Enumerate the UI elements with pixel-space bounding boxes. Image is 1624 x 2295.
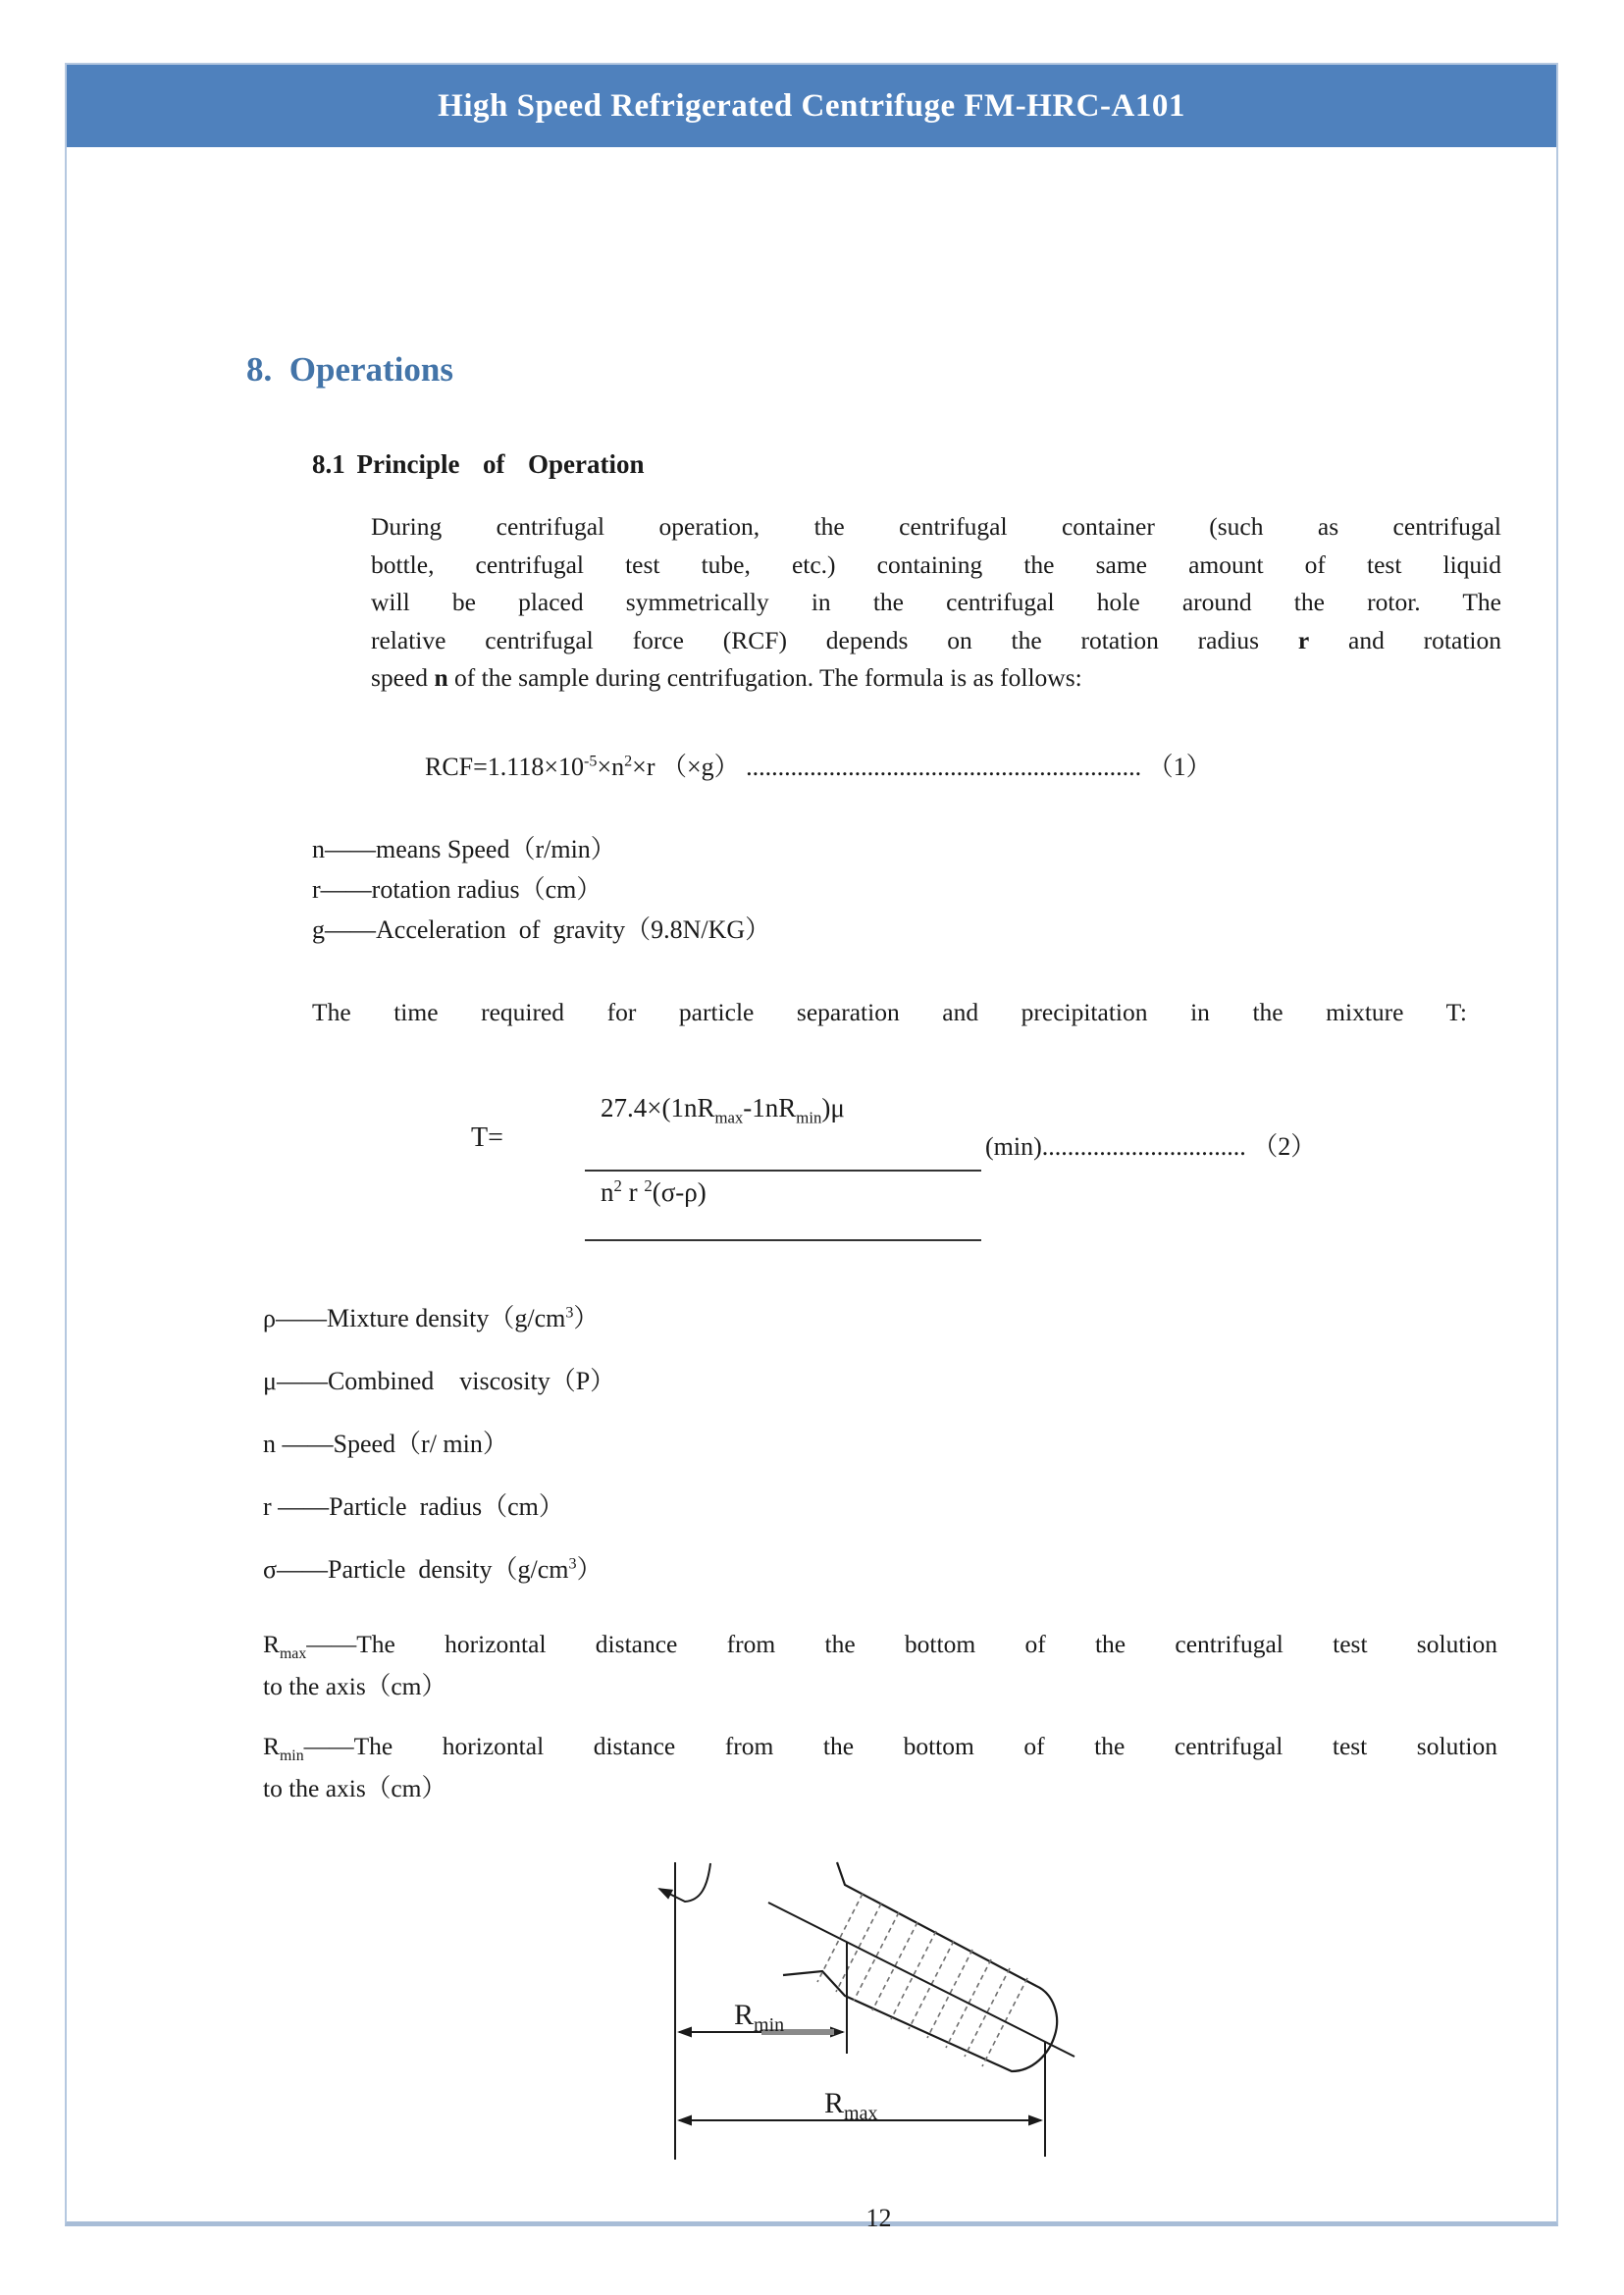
variable-definitions-time — [263, 1299, 615, 1613]
time-formula-lhs: T= — [471, 1122, 503, 1153]
rcf-formula: $RCF=1.118\times 10^{-5}\times n^2\times r$ （×g） .............................................................. （1） — [425, 753, 1212, 781]
definition-line: μ——Combined viscosity（P） — [263, 1367, 616, 1395]
definition-line: to the axis（cm） — [263, 1774, 446, 1802]
rmin-definition — [263, 1725, 1497, 1809]
page-number: 12 — [865, 2204, 892, 2232]
rmax-definition — [263, 1623, 1497, 1707]
header-bar — [67, 65, 1556, 147]
paragraph-line: speed n of the sample during centrifugation. The formula is as follows: — [371, 663, 1082, 693]
fraction-denominator: $n^2$ r $^2$(σ-ρ) — [585, 1172, 981, 1241]
rmax-label: $R_{max}$ — [824, 2087, 878, 2124]
variable-definitions-rcf — [312, 829, 770, 950]
time-formula-unit-and-number: (min)................................ （2） — [985, 1132, 1317, 1161]
centrifuge-tube-outline — [783, 1862, 1057, 2071]
paragraph-line: During centrifugal operation, the centrifugal container (such as centrifugal — [371, 512, 1501, 541]
intro-paragraph — [371, 508, 1501, 698]
definition-line: ρ——Mixture $density(g/cm^3)$ — [263, 1304, 600, 1332]
time-formula-fraction — [585, 1091, 981, 1241]
subsection-heading: 8.1 Principle of Operation — [312, 449, 645, 479]
definition-line: $R_{min}——The$ horizontal distance from the bottom of the centrifugal test solution — [263, 1732, 1497, 1765]
time-requirement-line: The time required for particle separation and precipitation in the mixture T: — [312, 998, 1467, 1026]
content-frame — [65, 63, 1558, 2232]
definition-line: r ——Particle radius（cm） — [263, 1492, 564, 1521]
page-title: High Speed Refrigerated Centrifuge FM-HRC-A101 — [438, 88, 1185, 124]
paragraph-line: relative centrifugal force (RCF) depends on the rotation radius r and rotation — [371, 625, 1501, 654]
section-heading: 8. Operations — [246, 350, 453, 389]
definition-line: n——means Speed（r/min） — [312, 835, 616, 863]
rmin-label: $R_{min}$ — [734, 1999, 785, 2036]
definition-line: r——rotation radius（cm） — [312, 875, 602, 904]
definition-line: σ——Particle $density(g/cm^3)$ — [263, 1555, 602, 1584]
rotation-arrow-icon — [659, 1863, 710, 1902]
fraction-numerator: $27.4\times(1nR_{max}-1nR_{min})\mu$ — [585, 1091, 981, 1172]
definition-line: $R_{max}——The$ horizontal distance from the bottom of the centrifugal test solution — [263, 1630, 1497, 1663]
definition-line: to the axis（cm） — [263, 1672, 446, 1700]
definition-line: n ——Speed（r/ min） — [263, 1430, 508, 1458]
paragraph-line: bottle, centrifugal test tube, etc.) containing the same amount of test liquid — [371, 549, 1501, 579]
paragraph-line: will be placed symmetrically in the centrifugal hole around the rotor. The — [371, 588, 1501, 617]
definition-line: g——Acceleration of gravity（9.8N/KG） — [312, 915, 771, 944]
